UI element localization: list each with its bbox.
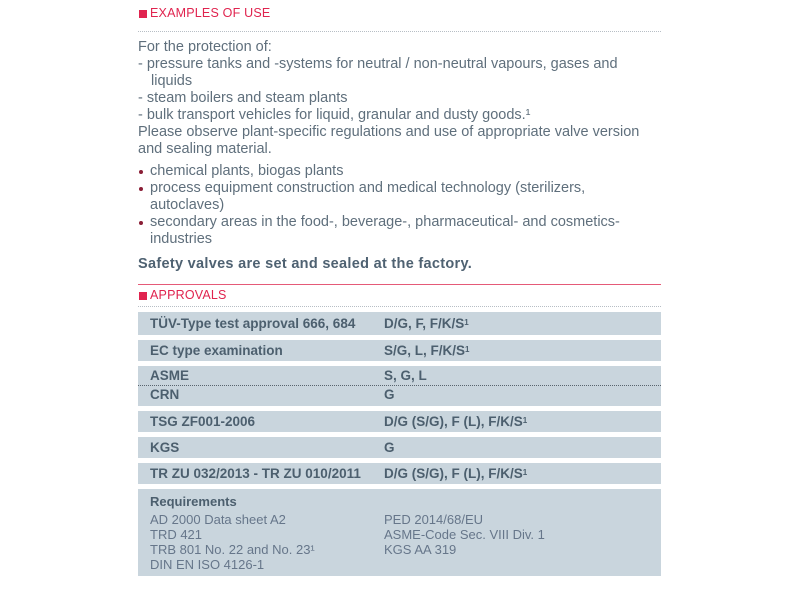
approval-name: KGS — [150, 440, 180, 455]
dotted-divider — [138, 31, 661, 32]
approval-name: TÜV-Type test approval 666, 684 — [150, 316, 356, 331]
requirement-item: DIN EN ISO 4126-1 — [150, 557, 265, 572]
intro-text: For the protection of: — [138, 39, 272, 55]
factory-note: Safety valves are set and sealed at the factory. — [138, 256, 473, 272]
section-title: EXAMPLES OF USE — [150, 6, 271, 20]
examples-body — [138, 39, 661, 248]
section-title: APPROVALS — [150, 288, 227, 302]
approval-name: CRN — [150, 387, 180, 402]
bullet-list — [138, 163, 661, 248]
list-item-text: secondary areas in the food-, beverage-, pharmaceutical- and cosmetics-industries — [150, 214, 620, 247]
approval-name: EC type examination — [150, 343, 283, 358]
approval-value: S/G, L, $F/K/S^1$ — [384, 343, 470, 358]
approval-value: G — [384, 440, 395, 455]
requirements-left — [150, 512, 384, 572]
table-row — [138, 386, 661, 406]
approval-name: TSG ZF001-2006 — [150, 414, 256, 429]
list-item-text: process equipment construction and medical technology (sterilizers, autoclaves) — [150, 180, 586, 213]
approval-value: D/G (S/G), F (L), $F/K/S^1$ — [384, 414, 528, 429]
requirement-item: ASME-Code Sec. VIII Div. 1 — [384, 527, 545, 542]
approval-name: TR ZU 032/2013 - TR ZU 010/2011 — [150, 466, 361, 481]
requirements-block — [138, 489, 661, 576]
approval-value: D/G, F, $F/K/S^1$ — [384, 316, 469, 331]
approvals-header — [138, 285, 661, 303]
requirement-item: PED 2014/68/EU — [384, 512, 484, 527]
dash-item: - steam boilers and steam plants — [138, 90, 348, 106]
list-item-text: chemical plants, biogas plants — [150, 163, 344, 179]
section-marker-icon — [139, 10, 147, 18]
bullet-icon — [139, 170, 143, 174]
note-text: Please observe plant-specific regulations and use of appropriate valve version and sealing material. — [138, 124, 640, 157]
section-marker-icon — [139, 292, 147, 300]
examples-of-use-header — [138, 0, 661, 24]
requirement-item: AD 2000 Data sheet A2 — [150, 512, 286, 527]
list-item — [138, 180, 661, 214]
dotted-divider — [138, 306, 661, 307]
table-row — [138, 312, 661, 335]
list-item — [138, 214, 661, 248]
document-page — [138, 0, 661, 576]
approval-value: S, G, L — [384, 368, 427, 383]
approval-value: D/G (S/G), F (L), $F/K/S^1$ — [384, 466, 528, 481]
table-row — [138, 411, 661, 432]
dash-item: - bulk transport vehicles for liquid, granular and dusty goods.¹ — [138, 107, 531, 123]
approval-name: ASME — [150, 368, 190, 383]
requirement-item: TRB 801 No. 22 and No. 23¹ — [150, 542, 315, 557]
table-row — [138, 463, 661, 484]
requirement-item: TRD 421 — [150, 527, 203, 542]
list-item — [138, 163, 661, 180]
requirements-heading: Requirements — [150, 494, 237, 509]
bullet-icon — [139, 221, 143, 225]
table-row — [138, 366, 661, 386]
approvals-table — [138, 312, 661, 576]
bullet-icon — [139, 187, 143, 191]
requirement-item: KGS AA 319 — [384, 542, 457, 557]
table-row — [138, 437, 661, 458]
table-row — [138, 340, 661, 361]
requirements-right — [384, 512, 545, 572]
approval-value: G — [384, 387, 395, 402]
dash-item: - pressure tanks and -systems for neutral / non-neutral vapours, gases and liquids — [138, 56, 618, 89]
